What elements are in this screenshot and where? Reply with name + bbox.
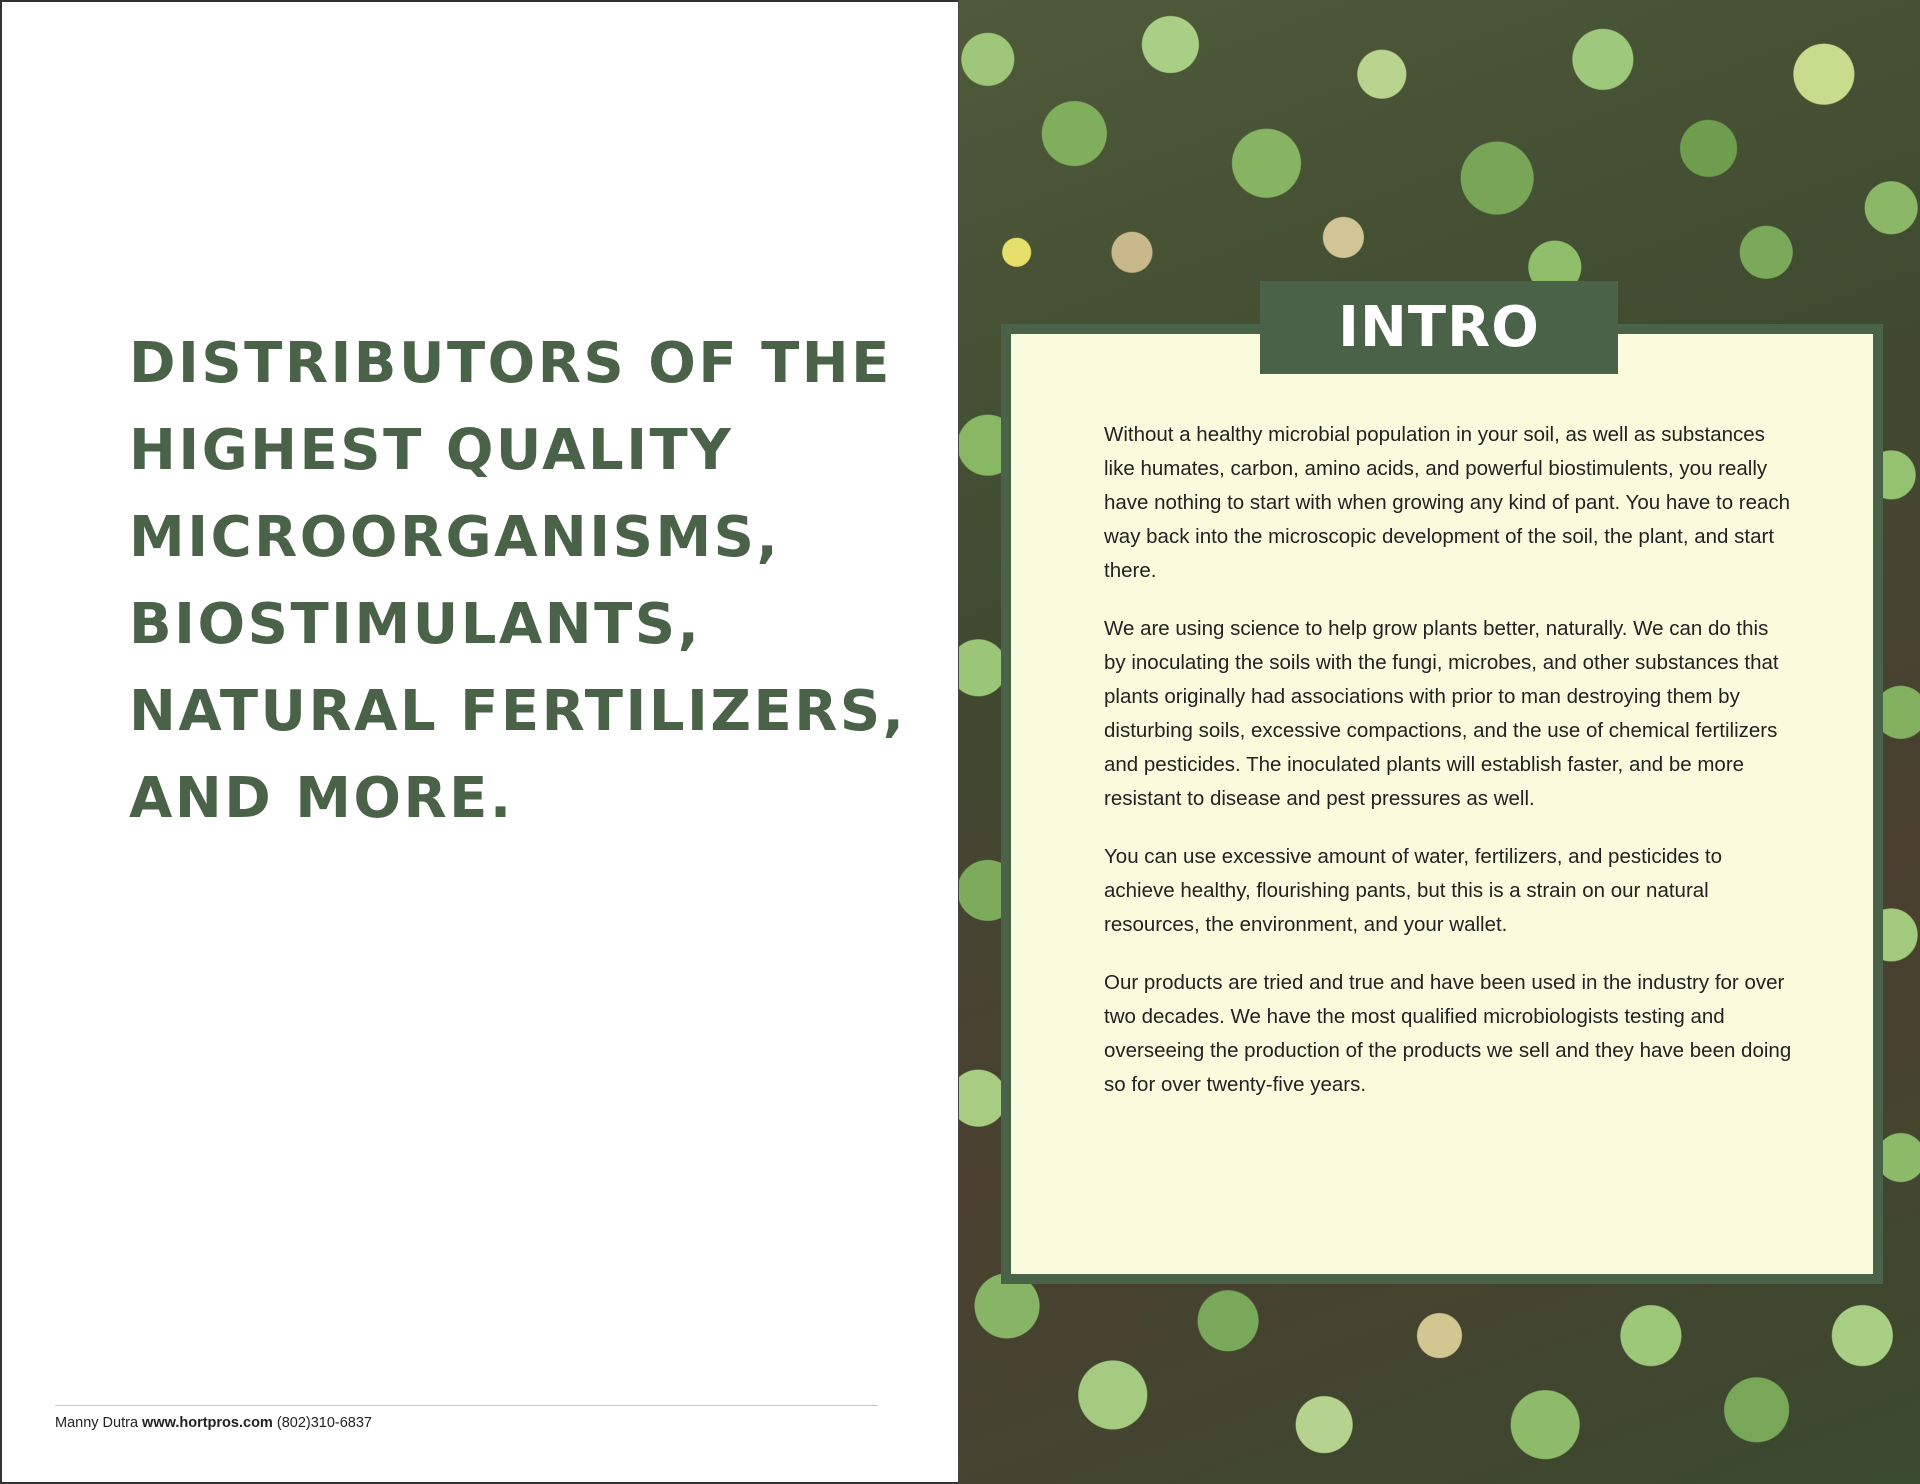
phone-number: (802)310-6837: [276, 1415, 372, 1431]
footer-contact: [55, 1415, 372, 1431]
left-page: [0, 0, 958, 1484]
right-page-plant-photo: [958, 0, 1920, 1484]
intro-paragraph: You can use excessive amount of water, fertilizers, and pesticides to achieve healthy, flourishing pants, but this is a strain on our natural resources, the environment, and your wallet.: [1104, 845, 1722, 936]
headline-line: MICROORGANISMS,: [129, 505, 781, 570]
intro-paragraph: Without a healthy microbial population in your soil, as well as substances like humates, carbon, amino acids, and powerful biostimulents, you really have nothing to start with when growing any kind of pant. You have to reach way back into the microscopic development of the soil, the plant, and start there.: [1104, 423, 1791, 582]
headline: [129, 320, 907, 842]
intro-paragraph: Our products are tried and true and have been used in the industry for over two decades. We have the most qualified microbiologists testing and overseeing the production of the products we sell and they have been doing so for over twenty-five years.: [1104, 971, 1792, 1096]
headline-line: DISTRIBUTORS OF THE: [129, 331, 892, 396]
headline-line: AND MORE.: [129, 766, 514, 831]
intro-body: [1104, 418, 1794, 1126]
intro-title-tab: [1260, 281, 1618, 374]
intro-title: INTRO: [1338, 295, 1540, 360]
footer-divider: [55, 1405, 878, 1406]
website-link[interactable]: www.hortpros.com: [142, 1415, 273, 1431]
headline-line: HIGHEST QUALITY: [129, 418, 734, 483]
headline-line: NATURAL FERTILIZERS,: [129, 679, 907, 744]
headline-line: BIOSTIMULANTS,: [129, 592, 702, 657]
intro-paragraph: We are using science to help grow plants better, naturally. We can do this by inoculating the soils with the fungi, microbes, and other substances that plants originally had associations with prior to man destroying them by disturbing soils, excessive compactions, and the use of chemical fertilizers and pesticides. The inoculated plants will establish faster, and be more resistant to disease and pest pressures as well.: [1104, 617, 1779, 810]
contact-name: Manny Dutra: [55, 1415, 139, 1431]
